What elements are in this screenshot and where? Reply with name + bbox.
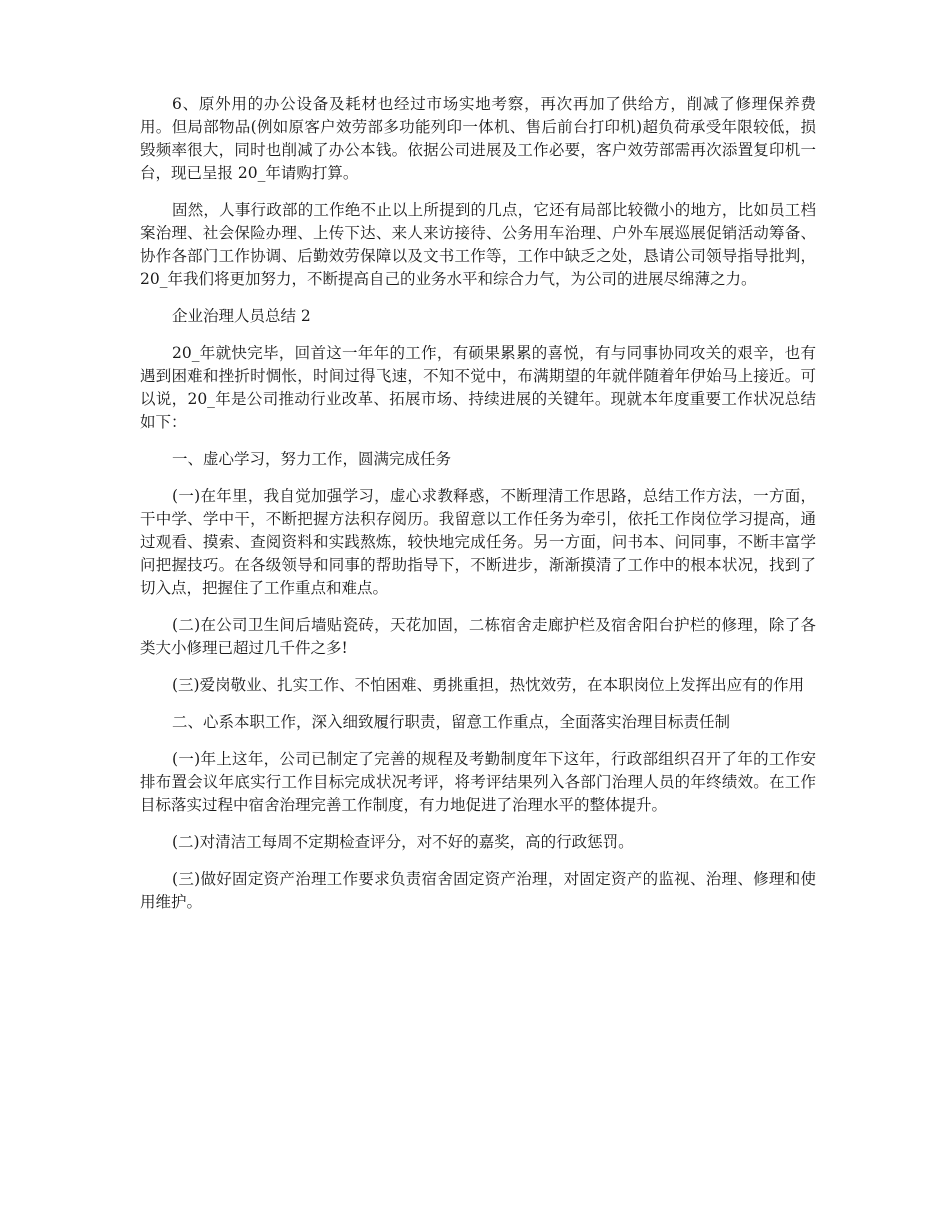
paragraph-year-review: 20_年就快完毕，回首这一年年的工作，有硕果累累的喜悦，有与同事协同攻关的艰辛，也有遇到困难和挫折时惆怅，时间过得飞速，不知不觉中，布满期望的年就伴随着年伊始马上接近。可以说，20_年是公司推动行业改革、拓展市场、持续进展的关键年。现就本年度重要工作状况总结如下：	[140, 344, 816, 431]
paragraph-regulations: (一)年上这年，公司已制定了完善的规程及考勤制度年下这年，行政部组织召开了年的工作安排布置会议年底实行工作目标完成状况考评，将考评结果列入各部门治理人员的年终绩效。在工作目标落实过程中宿舍治理完善工作制度，有力地促进了治理水平的整体提升。	[140, 750, 816, 814]
document-page	[140, 93, 816, 928]
heading-part-one: 一、虚心学习，努力工作，圆满完成任务	[172, 450, 452, 468]
paragraph-fixed-assets: (三)做好固定资产治理工作要求负责宿舍固定资产治理，对固定资产的监视、治理、修理和使用维护。	[140, 870, 816, 911]
section-title: 企业治理人员总结 2	[172, 307, 311, 325]
paragraph-repairs: (二)在公司卫生间后墙贴瓷砖，天花加固，二栋宿舍走廊护栏及宿舍阳台护栏的修理，除了各类大小修理已超过几千件之多!	[140, 616, 816, 657]
paragraph-cleaning: (二)对清洁工每周不定期检查评分，对不好的嘉奖，高的行政惩罚。	[172, 833, 634, 851]
paragraph-dedication: (三)爱岗敬业、扎实工作、不怕困难、勇挑重担，热忱效劳，在本职岗位上发挥出应有的作用	[172, 676, 805, 694]
paragraph-office-equipment: 6、原外用的办公设备及耗材也经过市场实地考察，再次再加了供给方，削减了修理保养费用。但局部物品(例如原客户效劳部多功能列印一体机、售后前台打印机)超负荷承受年限较低，损毁频率很大，同时也削减了办公本钱。依据公司进展及工作必要，客户效劳部需再次添置复印机一台，现已呈报 20_年请购打算。	[140, 95, 816, 182]
paragraph-hr-summary: 固然，人事行政部的工作绝不止以上所提到的几点，它还有局部比较微小的地方，比如员工档案治理、社会保险办理、上传下达、来人来访接待、公务用车治理、户外车展巡展促销活动筹备、协作各部门工作协调、后勤效劳保障以及文书工作等，工作中缺乏之处，恳请公司领导指导批判，20_年我们将更加努力，不断提高自己的业务水平和综合力气，为公司的进展尽绵薄之力。	[140, 201, 816, 288]
paragraph-learning: (一)在年里，我自觉加强学习，虚心求教释惑，不断理清工作思路，总结工作方法，一方面，干中学、学中干，不断把握方法积存阅历。我留意以工作任务为牵引，依托工作岗位学习提高，通过观看、摸索、查阅资料和实践熬炼，较快地完成任务。另一方面，问书本、问同事，不断丰富学问把握技巧。在各级领导和同事的帮助指导下，不断进步，渐渐摸清了工作中的根本状况，找到了切入点，把握住了工作重点和难点。	[140, 487, 816, 597]
heading-part-two: 二、心系本职工作，深入细致履行职责，留意工作重点，全面落实治理目标责任制	[172, 713, 731, 731]
